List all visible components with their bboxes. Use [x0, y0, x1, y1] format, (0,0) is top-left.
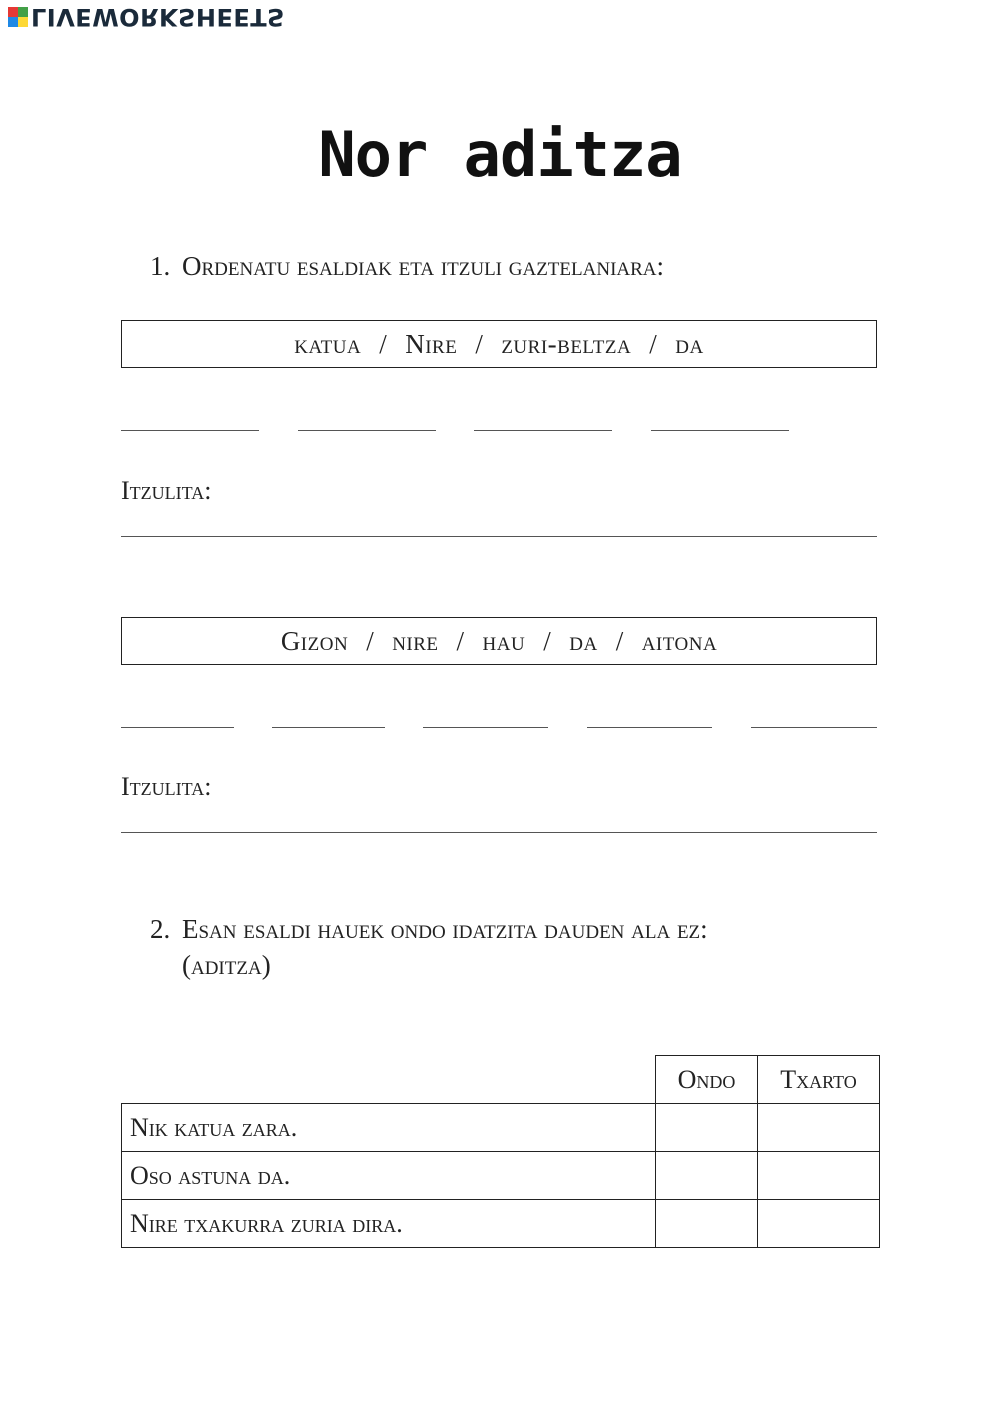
logo-square-yellow [18, 17, 28, 27]
answer-blank-2-3[interactable] [423, 727, 548, 728]
page-title: Nor aditza [318, 118, 682, 191]
word-box-2-word: da [569, 625, 598, 656]
logo-square-green [18, 7, 28, 17]
exercise2-text: Esan esaldi hauek ondo idatzita dauden ala ez: [182, 914, 708, 944]
word-separator: / [649, 328, 658, 359]
table-header-txarto: Txarto [758, 1056, 880, 1104]
word-separator: / [366, 625, 375, 656]
table-header-ondo: Ondo [656, 1056, 758, 1104]
table-cell-txarto[interactable] [758, 1152, 880, 1200]
logo-text: LIVEWORKSHEETS [31, 3, 285, 31]
exercise2-instruction [150, 911, 708, 983]
table-header-row [122, 1056, 880, 1104]
table-row-sentence: Nik katua zara. [122, 1104, 656, 1152]
exercise1-text: Ordenatu esaldiak eta itzuli gaztelaniara: [182, 251, 665, 281]
word-separator: / [456, 625, 465, 656]
word-separator: / [615, 625, 624, 656]
answer-table [121, 1055, 880, 1248]
translation-line-1[interactable] [121, 536, 877, 537]
word-box-1-word: zuri-beltza [501, 328, 632, 359]
translation-line-2[interactable] [121, 832, 877, 833]
logo-square-blue [8, 17, 18, 27]
table-row [122, 1152, 880, 1200]
table-cell-txarto[interactable] [758, 1104, 880, 1152]
exercise2-line2: (aditza) [182, 950, 271, 980]
word-box-1-word: katua [294, 328, 362, 359]
word-box-2-word: hau [482, 625, 526, 656]
word-box-2-word: aitona [641, 625, 718, 656]
answer-blank-1-4[interactable] [651, 430, 789, 431]
word-separator: / [543, 625, 552, 656]
exercise1-number: 1. [150, 251, 171, 281]
answer-blank-1-1[interactable] [121, 430, 259, 431]
word-box-1-word: Nire [405, 328, 458, 359]
answer-blank-2-1[interactable] [121, 727, 234, 728]
answer-blank-2-5[interactable] [751, 727, 877, 728]
logo-square-red [8, 7, 18, 17]
exercise2-number: 2. [150, 914, 171, 944]
exercise2-line1 [150, 911, 708, 947]
exercise1-instruction [150, 248, 664, 284]
word-box-1-word: da [675, 328, 704, 359]
table-cell-ondo[interactable] [656, 1104, 758, 1152]
word-box-2 [121, 617, 877, 665]
table-cell-ondo[interactable] [656, 1200, 758, 1248]
table-cell-txarto[interactable] [758, 1200, 880, 1248]
table-row [122, 1200, 880, 1248]
word-box-2-word: nire [392, 625, 439, 656]
answer-blank-2-2[interactable] [272, 727, 385, 728]
translated-label-1: Itzulita: [121, 476, 212, 505]
table-row-sentence: Nire txakurra zuria dira. [122, 1200, 656, 1248]
answer-blank-1-3[interactable] [474, 430, 612, 431]
table-cell-ondo[interactable] [656, 1152, 758, 1200]
word-separator: / [475, 328, 484, 359]
table-row [122, 1104, 880, 1152]
logo-squares-icon [8, 7, 28, 27]
word-box-1 [121, 320, 877, 368]
table-row-sentence: Oso astuna da. [122, 1152, 656, 1200]
table-header-empty [122, 1056, 656, 1104]
answer-blank-2-4[interactable] [587, 727, 712, 728]
liveworksheets-logo [8, 4, 285, 30]
translated-label-2: Itzulita: [121, 772, 212, 801]
word-box-2-word: Gizon [280, 625, 349, 656]
answer-blank-1-2[interactable] [298, 430, 436, 431]
word-separator: / [379, 328, 388, 359]
